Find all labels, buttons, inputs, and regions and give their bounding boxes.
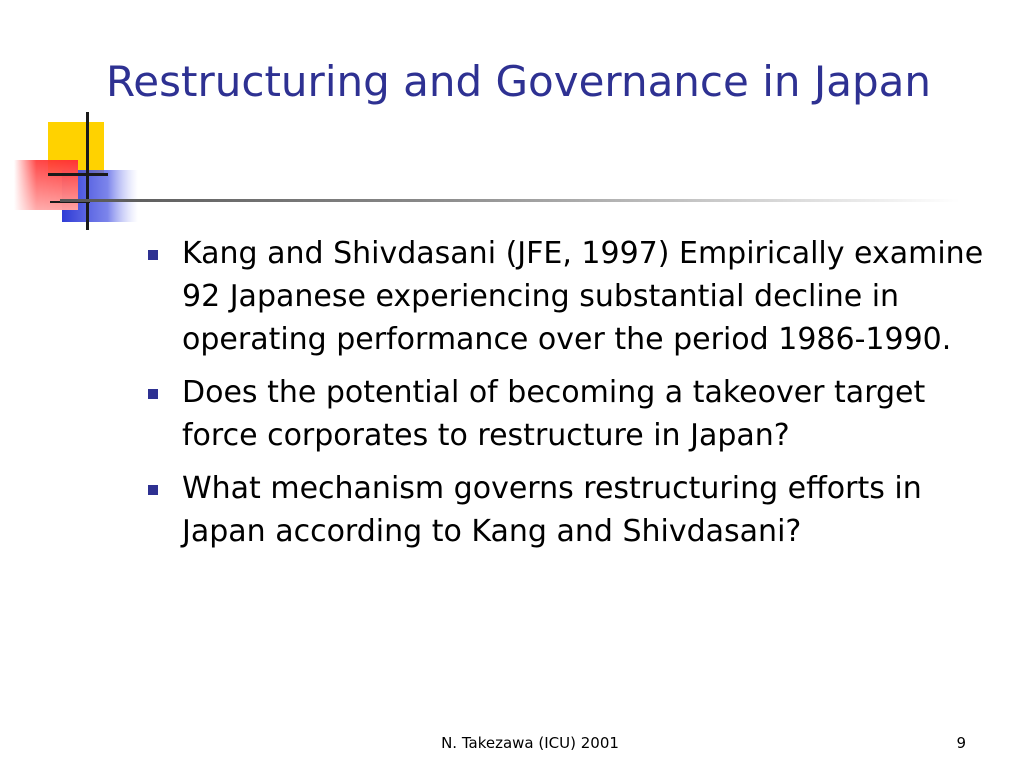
bullet-item	[146, 467, 986, 553]
bullet-item	[146, 371, 986, 457]
logo-horizontal-line	[48, 173, 108, 176]
square-bullet-icon	[148, 485, 158, 495]
page-number: 9	[956, 734, 966, 752]
bullet-item	[146, 232, 986, 361]
decorative-logo-icon	[0, 0, 200, 240]
square-bullet-icon	[148, 389, 158, 399]
logo-vertical-line	[86, 112, 89, 230]
bullet-text: What mechanism governs restructuring efforts in Japan according to Kang and Shivdasani?	[182, 471, 922, 549]
slide-title: Restructuring and Governance in Japan	[106, 57, 931, 106]
title-divider	[60, 199, 960, 202]
footer-author: N. Takezawa (ICU) 2001	[441, 734, 619, 752]
bullet-text: Does the potential of becoming a takeover target force corporates to restructure in Japan?	[182, 375, 926, 453]
square-bullet-icon	[148, 250, 158, 260]
bullet-list	[146, 232, 986, 563]
bullet-text: Kang and Shivdasani (JFE, 1997) Empirically examine 92 Japanese experiencing substantial decline in operating performance over the period 1986-1990.	[182, 236, 984, 357]
